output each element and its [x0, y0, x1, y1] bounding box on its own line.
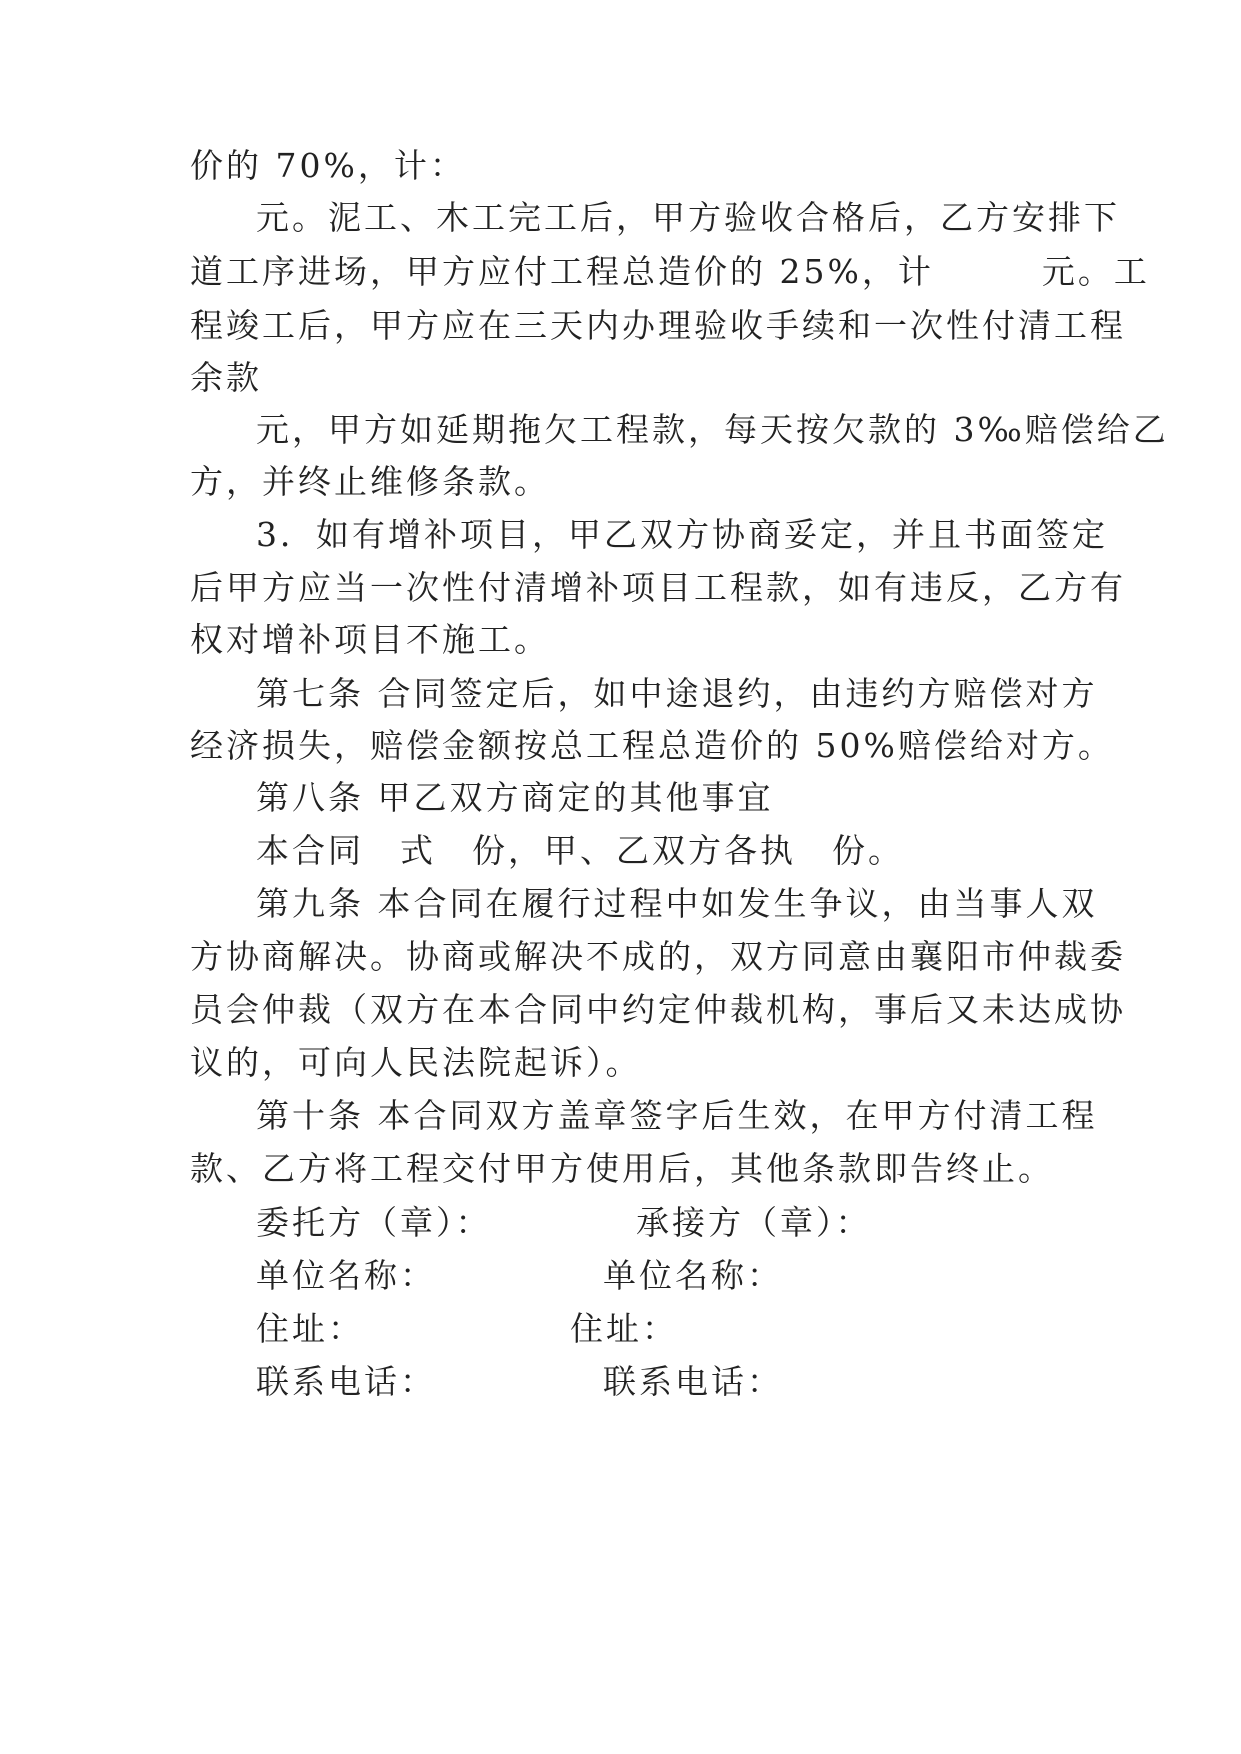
text-line: 款、乙方将工程交付甲方使用后，其他条款即告终止。	[190, 1149, 1054, 1188]
text-line: 本合同 式 份，甲、乙双方各执 份。	[256, 831, 904, 870]
text-line: 道工序进场，甲方应付工程总造价的 25%，计 元。工	[190, 252, 1150, 291]
text-line: 第九条 本合同在履行过程中如发生争议，由当事人双	[256, 884, 1098, 923]
text-line: 元。泥工、木工完工后，甲方验收合格后，乙方安排下	[256, 198, 1120, 237]
text-line: 权对增补项目不施工。	[190, 620, 550, 659]
client-phone-label: 联系电话：	[256, 1362, 436, 1401]
text-line: 议的，可向人民法院起诉）。	[190, 1043, 642, 1082]
text-line: 元，甲方如延期拖欠工程款，每天按欠款的 3‰赔偿给乙	[256, 410, 1169, 449]
text-line: 员会仲裁（双方在本合同中约定仲裁机构，事后又未达成协	[190, 990, 1126, 1029]
text-line: 程竣工后，甲方应在三天内办理验收手续和一次性付清工程	[190, 306, 1126, 345]
contractor-unit-label: 单位名称：	[603, 1256, 783, 1295]
text-line: 第八条 甲乙双方商定的其他事宜	[256, 778, 774, 817]
text-line: 余款	[190, 358, 262, 397]
contractor-address-label: 住址：	[570, 1309, 678, 1348]
contractor-phone-label: 联系电话：	[603, 1362, 783, 1401]
text-line: 第七条 合同签定后，如中途退约，由违约方赔偿对方	[256, 674, 1098, 713]
text-line: 方协商解决。协商或解决不成的，双方同意由襄阳市仲裁委	[190, 937, 1126, 976]
text-line: 价的 70%，计：	[190, 146, 466, 185]
text-line: 后甲方应当一次性付清增补项目工程款，如有违反，乙方有	[190, 568, 1126, 607]
client-unit-label: 单位名称：	[256, 1256, 436, 1295]
client-seal-label: 委托方（章）：	[256, 1203, 492, 1242]
client-address-label: 住址：	[256, 1309, 364, 1348]
contractor-seal-label: 承接方（章）：	[636, 1203, 872, 1242]
text-line: 方，并终止维修条款。	[190, 462, 550, 501]
text-line: 第十条 本合同双方盖章签字后生效，在甲方付清工程	[256, 1096, 1098, 1135]
text-line: 3．如有增补项目，甲乙双方协商妥定，并且书面签定	[256, 515, 1108, 554]
text-line: 经济损失，赔偿金额按总工程总造价的 50%赔偿给对方。	[190, 726, 1114, 765]
